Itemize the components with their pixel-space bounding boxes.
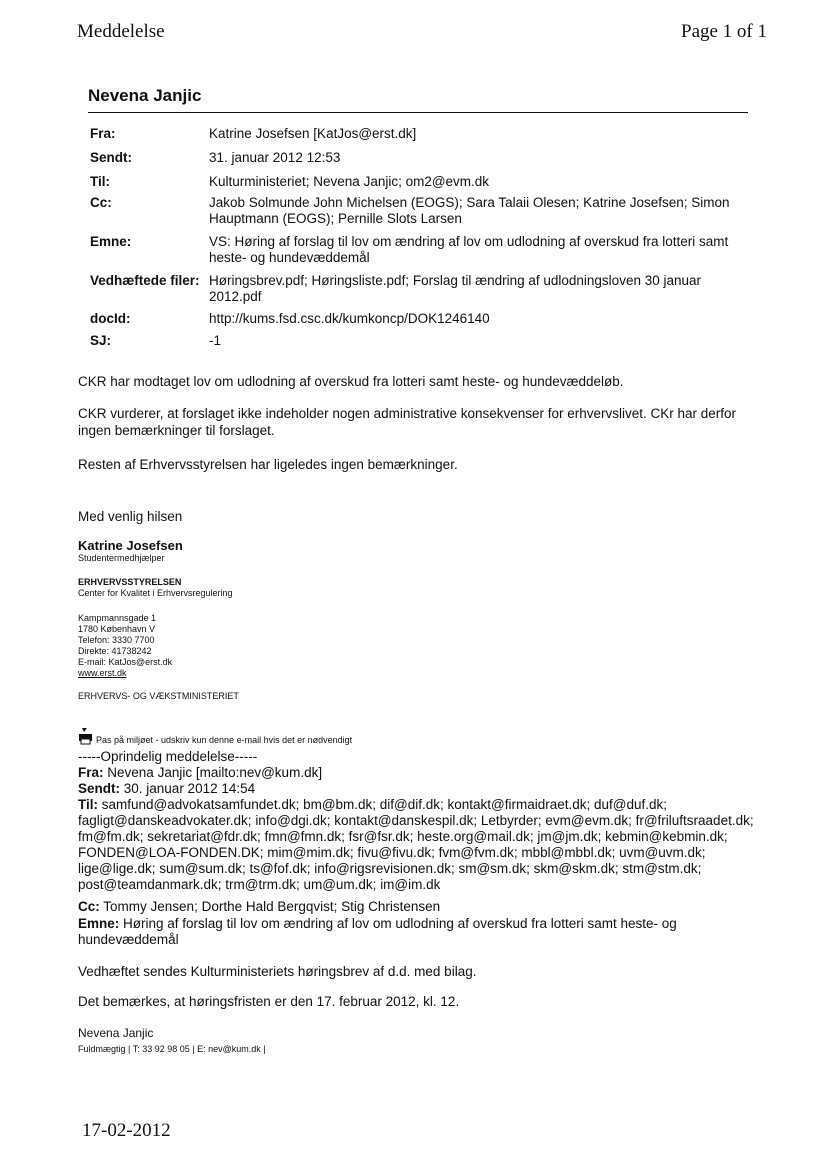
eco-note: Pas på miljøet - udskriv kun denne e-mail hvis det er nødvendigt bbox=[96, 735, 353, 745]
field-docid-label: docId: bbox=[90, 311, 131, 326]
original-signature-name: Nevena Janjic bbox=[78, 1026, 154, 1040]
field-attachments-value: Høringsbrev.pdf; Høringsliste.pdf; Forslag til ændring af udlodningsloven 30 januar 2012.pdf bbox=[209, 273, 701, 304]
original-separator: -----Oprindelig meddelelse----- bbox=[78, 749, 258, 764]
field-sent-value: 31. januar 2012 12:53 bbox=[209, 150, 341, 165]
field-from-value: Katrine Josefsen [KatJos@erst.dk] bbox=[209, 126, 417, 141]
field-from-label: Fra: bbox=[90, 126, 116, 141]
signature-name: Katrine Josefsen bbox=[78, 538, 183, 553]
signature-email: E-mail: KatJos@erst.dk bbox=[78, 657, 173, 667]
body-paragraph-3: Resten af Erhvervsstyrelsen har ligeledes ingen bemærkninger. bbox=[78, 457, 458, 472]
field-subject-value: VS: Høring af forslag til lov om ændring af lov om udlodning af overskud fra lotteri samt heste- og hundevæddemål bbox=[209, 234, 729, 265]
original-to-value: samfund@advokatsamfundet.dk; bm@bm.dk; dif@dif.dk; kontakt@firmaidraet.dk; duf@duf.dk; fagligt@danskeadvokater.dk; info@dgi.dk; kontakt@danskespil.dk; Letbyrder; evm@evm.dk; fr@friluftsraadet.dk; fm@fm.dk; sekretariat@fdr.dk; fmn@fmn.dk; fsr@fsr.dk; heste.org@mail.dk; jm@jm.dk; kebmin@kebmin.dk; FONDEN@LOA-FONDEN.DK; mim@mim.dk; fivu@fivu.dk; fvm@fvm.dk; mbbl@mbbl.dk; uvm@uvm.dk; lige@lige.dk; sum@sum.dk; ts@fof.dk; info@rigsrevisionen.dk; sm@sm.dk; skm@skm.dk; stm@stm.dk; post@teamdanmark.dk; trm@trm.dk; um@um.dk; im@im.dk bbox=[78, 797, 754, 892]
field-sj-label: SJ: bbox=[90, 333, 112, 348]
recipient-name: Nevena Janjic bbox=[88, 86, 202, 105]
signature-address: Kampmannsgade 1 bbox=[78, 613, 157, 623]
page-footer-date: 17-02-2012 bbox=[82, 1120, 171, 1141]
signature-dept: Center for Kvalitet i Erhvervsregulering bbox=[78, 588, 233, 598]
field-cc-label: Cc: bbox=[90, 195, 112, 210]
body-paragraph-1: CKR har modtaget lov om udlodning af overskud fra lotteri samt heste- og hundevæddeløb. bbox=[78, 374, 624, 389]
page-header-right: Page 1 of 1 bbox=[681, 21, 768, 42]
signature-city: 1780 København V bbox=[78, 624, 156, 634]
original-from-label: Fra: bbox=[78, 765, 104, 780]
field-subject-label: Emne: bbox=[90, 234, 132, 249]
field-cc-value: Jakob Solmunde John Michelsen (EOGS); Sara Talaii Olesen; Katrine Josefsen; Simon Hauptmann (EOGS); Pernille Slots Larsen bbox=[209, 195, 730, 226]
original-signature-line: Fuldmægtig | T: 33 92 98 05 | E: nev@kum.dk | bbox=[78, 1044, 266, 1054]
original-cc bbox=[78, 899, 768, 915]
original-paragraph-2: Det bemærkes, at høringsfristen er den 17. februar 2012, kl. 12. bbox=[78, 994, 460, 1009]
field-to-label: Til: bbox=[90, 174, 110, 189]
field-attachments-label: Vedhæftede filer: bbox=[90, 273, 200, 288]
signature-phone: Telefon: 3330 7700 bbox=[78, 635, 155, 645]
field-sent-label: Sendt: bbox=[90, 150, 132, 165]
signature-direct: Direkte: 41738242 bbox=[78, 646, 152, 656]
original-sent bbox=[78, 781, 768, 797]
original-to-label: Til: bbox=[78, 797, 98, 812]
original-cc-label: Cc: bbox=[78, 899, 100, 914]
signature-ministry: ERHVERVS- OG VÆKSTMINISTERIET bbox=[78, 691, 239, 701]
original-subject-value: Høring af forslag til lov om ændring af lov om udlodning af overskud fra lotteri samt heste- og hundevæddemål bbox=[78, 916, 677, 947]
signature-web-link[interactable]: www.erst.dk bbox=[78, 668, 127, 678]
original-paragraph-1: Vedhæftet sendes Kulturministeriets høringsbrev af d.d. med bilag. bbox=[78, 964, 477, 979]
field-sj-value: -1 bbox=[209, 333, 222, 348]
page-header-left: Meddelelse bbox=[77, 21, 165, 42]
original-from-value: Nevena Janjic [mailto:nev@kum.dk] bbox=[107, 765, 323, 780]
header-divider bbox=[88, 112, 748, 113]
signature-role: Studentermedhjælper bbox=[78, 553, 165, 563]
body-paragraph-2: CKR vurderer, at forslaget ikke indeholder nogen administrative konsekvenser for erhvervslivet. CKr har derfor ingen bemærkninger til forslaget. bbox=[78, 406, 737, 438]
signature-org: ERHVERVSSTYRELSEN bbox=[78, 577, 182, 587]
original-subject-label: Emne: bbox=[78, 916, 120, 931]
original-cc-value: Tommy Jensen; Dorthe Hald Bergqvist; Stig Christensen bbox=[103, 899, 441, 914]
original-sent-value: 30. januar 2012 14:54 bbox=[123, 781, 256, 796]
original-to bbox=[78, 797, 768, 893]
original-sent-label: Sendt: bbox=[78, 781, 120, 796]
original-subject bbox=[78, 916, 718, 948]
greeting: Med venlig hilsen bbox=[78, 509, 183, 524]
field-to-value: Kulturministeriet; Nevena Janjic; om2@evm.dk bbox=[209, 174, 490, 189]
printer-icon bbox=[78, 727, 94, 750]
field-docid-value: http://kums.fsd.csc.dk/kumkoncp/DOK1246140 bbox=[209, 311, 490, 326]
original-from bbox=[78, 765, 768, 781]
